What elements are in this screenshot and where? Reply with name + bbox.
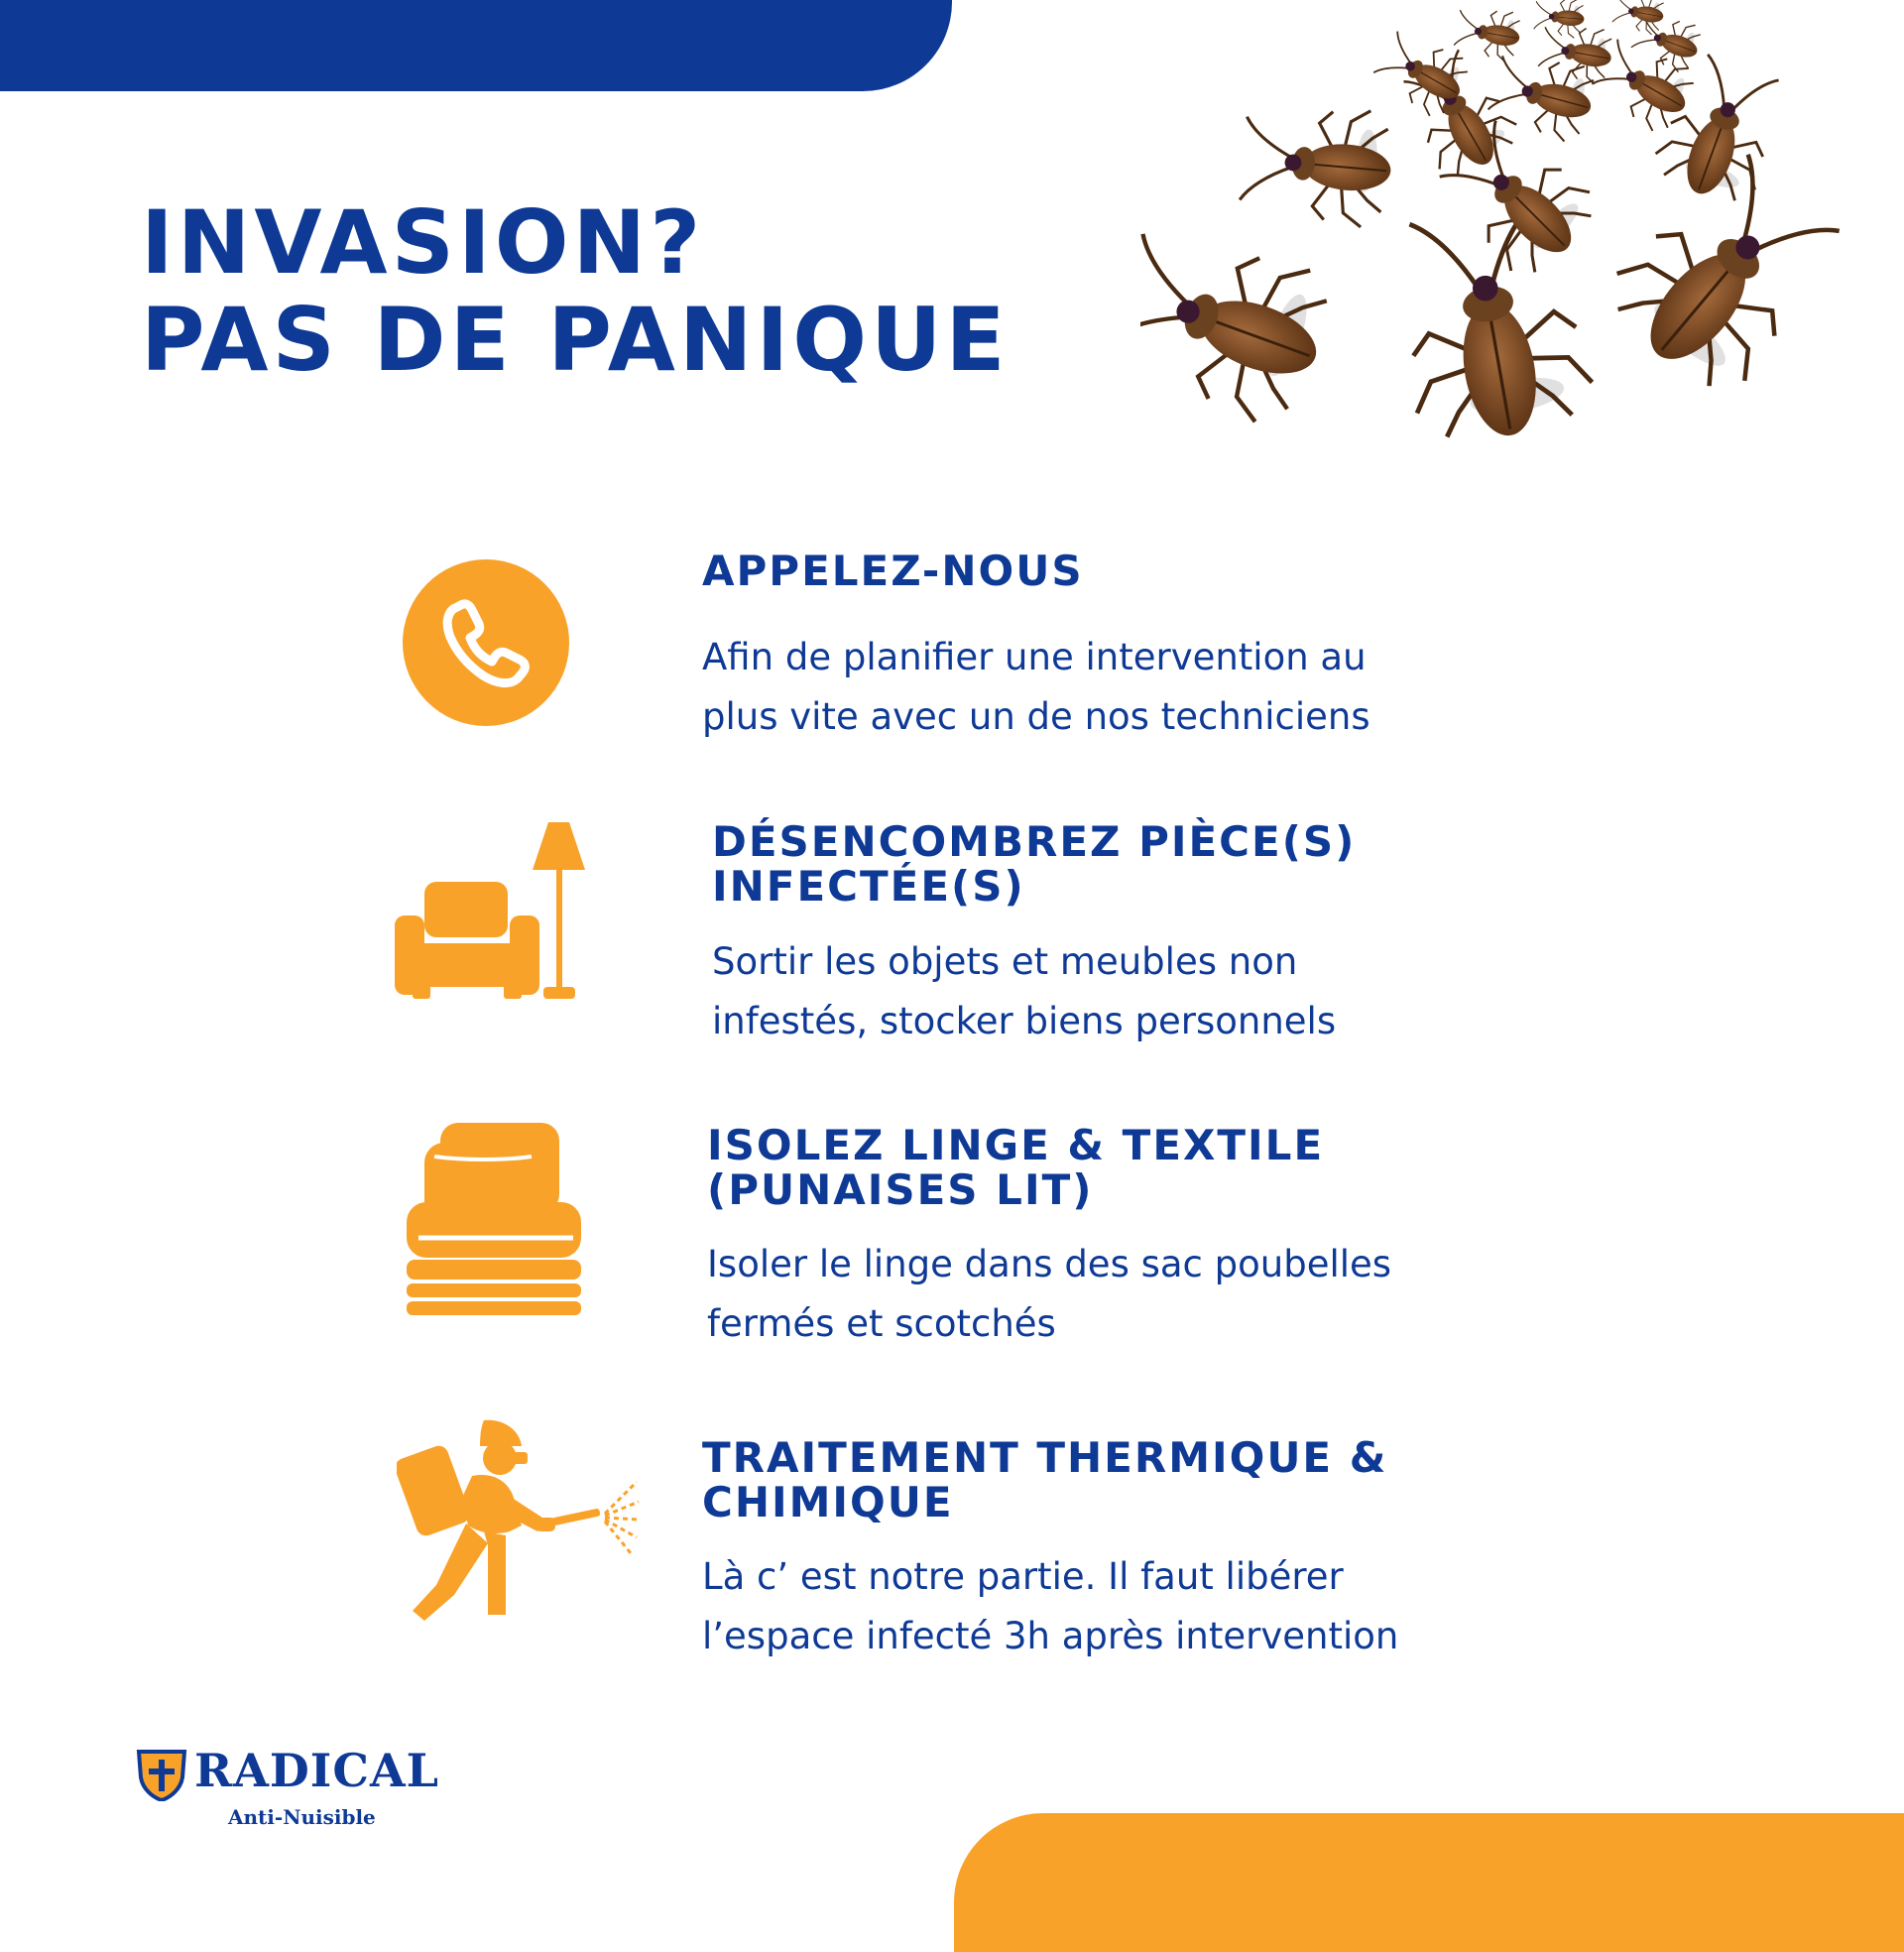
shield-logo-icon <box>133 1744 190 1801</box>
exterminator-spray-icon <box>397 1416 640 1621</box>
linen-pillow-icon <box>405 1121 583 1317</box>
bottom-banner-bar <box>954 1813 1904 1952</box>
headline <box>141 191 1010 391</box>
logo-tagline: Anti-Nuisible <box>228 1805 376 1829</box>
headline-line-1: INVASION? <box>141 191 705 294</box>
step-4-title: TRAITEMENT THERMIQUE & CHIMIQUE <box>702 1433 1388 1526</box>
brand-logo <box>133 1742 439 1841</box>
cockroach-swarm-illustration <box>1140 0 1854 486</box>
logo-name: RADICAL <box>194 1744 439 1797</box>
step-3-text: Isoler le linge dans des sac poubelles fermés et scotchés <box>707 1243 1392 1345</box>
headline-line-2: PAS DE PANIQUE <box>141 289 1010 391</box>
armchair-lamp-icon <box>395 820 585 1003</box>
step-2-title: DÉSENCOMBREZ PIÈCE(S) INFECTÉE(S) <box>712 817 1357 911</box>
step-3-title: ISOLEZ LINGE & TEXTILE (PUNAISES LIT) <box>707 1121 1325 1214</box>
step-1-title: APPELEZ-NOUS <box>702 547 1084 595</box>
step-4-text: Là c’ est notre partie. Il faut libérer l’espace infecté 3h après intervention <box>702 1555 1399 1657</box>
step-2-text: Sortir les objets et meubles non infestés, stocker biens personnels <box>712 940 1337 1042</box>
step-1-text: Afin de planifier une intervention au plus vite avec un de nos techniciens <box>702 636 1370 738</box>
top-banner-bar <box>0 0 952 91</box>
phone-icon <box>402 558 570 727</box>
